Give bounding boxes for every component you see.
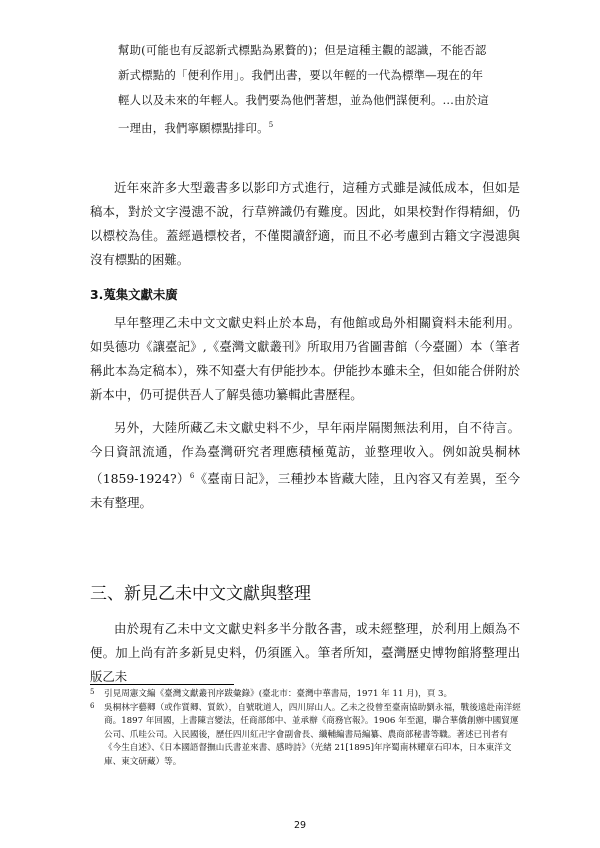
paragraph-text-a: 另外，大陸所藏乙未文獻史料不少，早年兩岸隔閡無法利用，自不待言。今日資訊流通，作為臺灣研究者理應積極蒐訪，並整理收入。例如說吳桐林（1859-1924?） [90,420,520,487]
footnote-number: 5 [90,688,95,696]
quote-line [118,113,518,141]
footnote-text: 吳桐林字藝卿（或作質卿、質欽），自號耽道人，四川屏山人。乙未之役曾至臺南協助劉永福，戰後遠赴南洋經商。1897 年回國，上書陳言變法，任商部郎中、並承辦《商務官報》。1906 年至滬，聯合華僑創辦中國貿運公司、爪哇公司。入民國後，歷任四川紅卍字會副會長、纖輔編書局編纂、農商部秘書等職。著述已刊者有《今生自述》、《日本國語督撫山氏書並來書、感時詩》（光緒 21[1895]年序蜀南林耀章石印本，日本東洋文庫、東文研藏）等。 [104,702,521,767]
footnote-5 [90,688,522,702]
paragraph-text: 近年來許多大型叢書多以影印方式進行，這種方式雖是減低成本，但如是稿本，對於文字漫漶不說，行草辨識仍有難度。因此，如果校對作得精細，仍以標校為佳。蓋經過標校者，不僅閱讀舒適，而且不必考慮到古籍文字漫漶與沒有標點的困難。 [90,180,520,267]
section-heading: 3.蒐集文獻未廣 [90,287,178,302]
paragraph-text: 由於現有乙未中文文獻史料多半分散各書，或未經整理，於利用上頗為不便。加上尚有許多新見史料，仍須匯入。筆者所知，臺灣歷史博物館將整理出版乙未 [90,621,520,684]
paragraph-text-b: 《臺南日記》，三種抄本皆藏大陸，且內容又有差異，至今未有整理。 [90,471,520,511]
quote-line: 新式標點的「便利作用」。我們出書，要以年輕的一代為標準—現在的年 [118,68,484,82]
footnote-divider [90,684,234,685]
paragraph-text: 早年整理乙未中文文獻史料止於本島，有他館或島外相關資料未能利用。如吳德功《讓臺記》,《臺灣文獻叢刊》所取用乃省圖書館（今臺圖）本（筆者稱此本為定稿本），殊不知臺大有伊能抄本。伊能抄本雖未全，但如能合併附於新本中，仍可提供吾人了解吳德功纂輯此書歷程。 [90,315,520,402]
chapter-heading: 三、新見乙未中文文獻與整理 [90,584,311,604]
block-quote [118,38,518,141]
paragraph-4 [90,617,520,689]
footnotes [90,688,522,769]
footnote-number: 6 [90,701,95,710]
paragraph-1 [90,176,520,272]
paragraph-2 [90,311,520,407]
quote-line: 幫助(可能也有反認新式標點為累贅的)；但是這種主觀的認識，不能否認 [118,43,487,57]
footnote-ref-6[interactable]: 6 [189,472,195,480]
page-number: 29 [293,820,307,831]
quote-line: 輕人以及未來的年輕人。我們要為他們著想，並為他們謀便利。…由於這 [118,93,489,107]
footnote-text: 引見周憲文編《臺灣文獻叢刊序跋彙錄》(臺北市：臺灣中華書局，1971 年 11 月)，頁 3。 [104,689,453,699]
footnote-ref-5[interactable]: 5 [268,121,274,129]
paragraph-3 [90,416,520,515]
quote-line-text: 一理由，我們寧願標點排印。 [118,120,269,135]
paragraph-text [90,416,520,515]
footnote-6 [90,702,522,770]
